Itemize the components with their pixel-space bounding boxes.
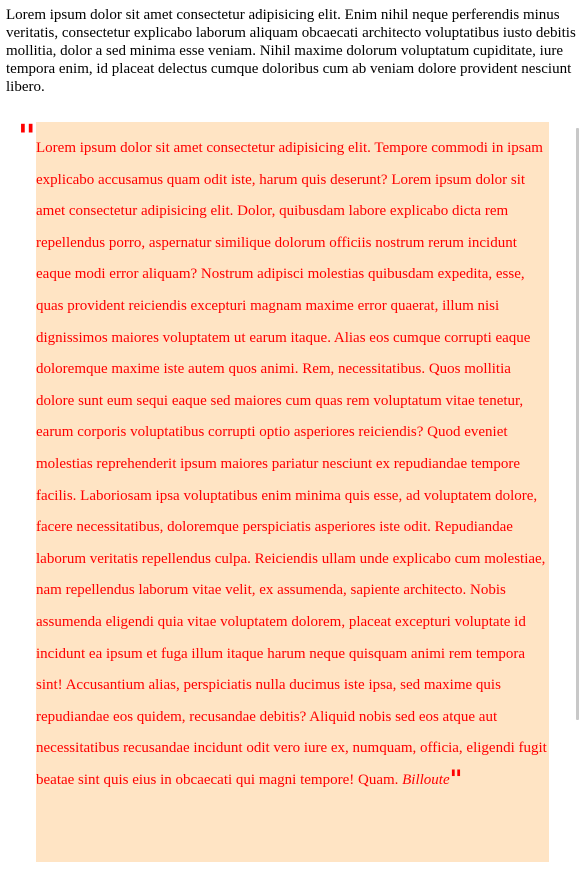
close-quote-icon: '' (449, 764, 461, 793)
blockquote (0, 117, 581, 862)
quote-text: Lorem ipsum dolor sit amet consectetur adipisicing elit. Tempore commodi in ipsam explicabo accusamus quam odit iste, harum quis deserunt? Lorem ipsum dolor sit amet consectetur adipisicing elit. Dolor, quibusdam labore explicabo dicta rem repellendus porro, aspernatur similique dolorum officiis nostrum rerum incidunt eaque modi error aliquam? Nostrum adipisci molestias quibusdam expedita, esse, quas provident reiciendis excepturi magnam maxime error quaerat, illum nisi dignissimos maiores voluptatem ut earum itaque. Alias eos cumque corrupti eaque doloremque maxime iste autem quos animi. Rem, necessitatibus. Quos mollitia dolore sunt eum sequi eaque sed maiores cum quas rem voluptatum vitae tenetur, earum corporis voluptatibus corrupti optio asperiores reiciendis? Quod eveniet molestias reprehenderit ipsum maiores pariatur nesciunt ex repudiandae tempore facilis. Laboriosam ipsa voluptatibus enim minima quis esse, ad voluptatem dolore, facere necessitatibus, doloremque perspiciatis asperiores iste odit. Repudiandae laborum veritatis repellendus culpa. Reiciendis ullam unde explicabo cum molestiae, nam repellendus laborum vitae velit, ex assumenda, sapiente architecto. Nobis assumenda eligendi quia vitae voluptatem dolorem, placeat excepturi voluptate id incidunt ea ipsum et fuga illum itaque harum neque quisquam animi rem tempora sint! Accusantium alias, perspiciatis nulla ducimus iste ipsa, sed maxime quis repudiandae eos quidem, recusandae debitis? Aliquid nobis sed eos atque aut necessitatibus recusandae incidunt odit vero iure ex, numquam, officia, eligendi fugit beatae sint quis eius in obcaecati qui magni tempore! Quam. (36, 140, 547, 788)
open-quote-icon: '' (18, 117, 34, 155)
quote-paragraph (36, 133, 549, 796)
quote-box (36, 122, 549, 862)
scrollbar[interactable] (576, 128, 579, 720)
quote-author: Billoute (402, 771, 450, 788)
intro-paragraph: Lorem ipsum dolor sit amet consectetur adipisicing elit. Enim nihil neque perferendis minus veritatis, consectetur explicabo laborum aliquam obcaecati architecto voluptatibus iusto debitis mollitia, dolor a sed minima esse veniam. Nihil maxime dolorum voluptatum cupiditate, iure tempora enim, id placeat delectus cumque doloribus cum ab veniam dolore provident nesciunt libero. (6, 7, 576, 95)
